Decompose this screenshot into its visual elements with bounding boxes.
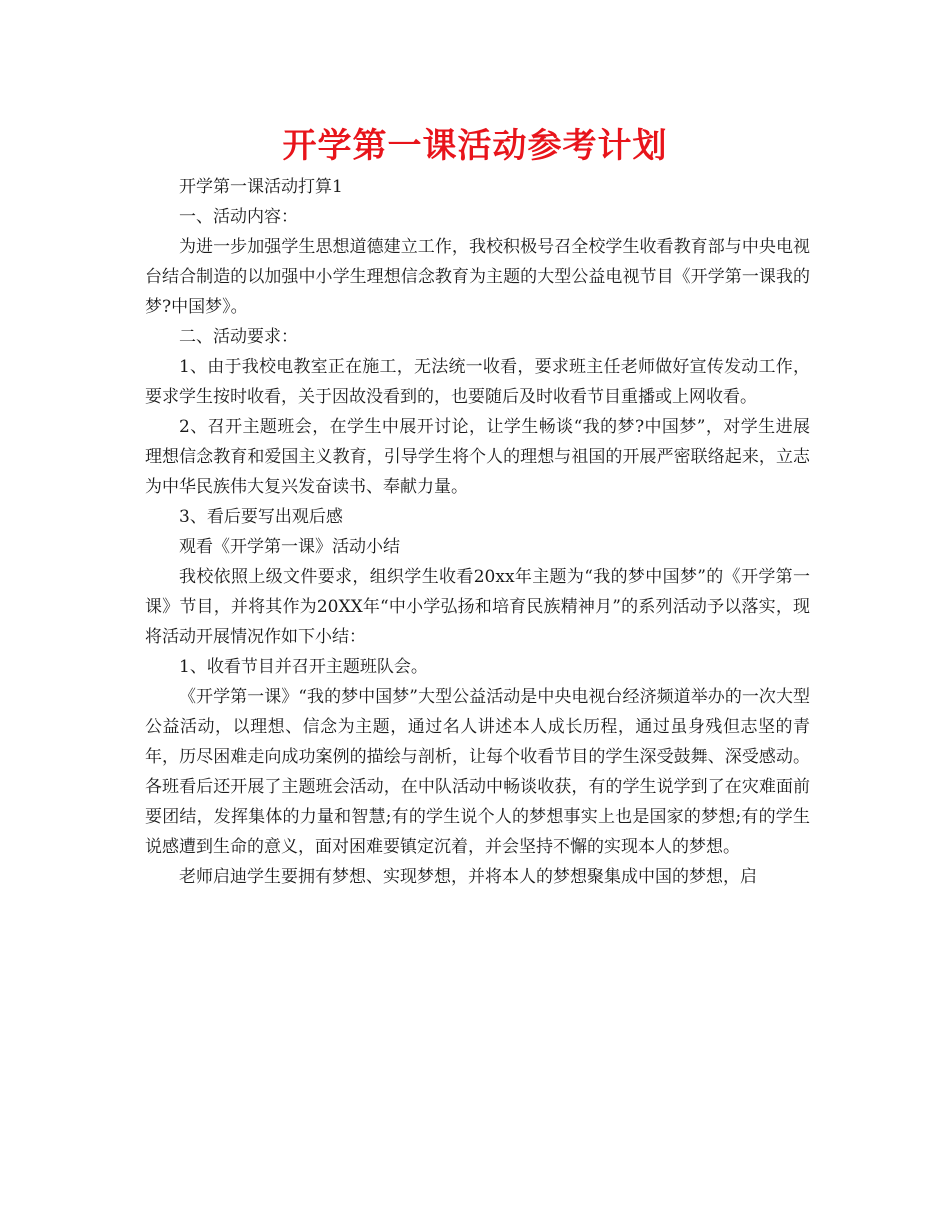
paragraph-summary-heading: 观看《开学第一课》活动小结 [179, 537, 400, 557]
paragraph-section-content-heading: 一、活动内容： [179, 207, 298, 227]
paragraph-requirement-2: 2、召开主题班会，在学生中展开讨论，让学生畅谈“我的梦?中国梦”，对学生进展理想信念教育和爱国主义教育，引导学生将个人的理想与祖国的开展严密联络起来，立志为中华民族伟大复兴发奋读书、奉献力量。 [145, 417, 810, 497]
paragraph-content-body: 为进一步加强学生思想道德建立工作，我校积极号召全校学生收看教育部与中央电视台结合制造的以加强中小学生理想信念教育为主题的大型公益电视节目《开学第一课我的梦?中国梦》。 [145, 237, 810, 317]
paragraph-requirement-1: 1、由于我校电教室正在施工，无法统一收看，要求班主任老师做好宣传发动工作，要求学生按时收看，关于因故没看到的，也要随后及时收看节目重播或上网收看。 [145, 357, 810, 407]
paragraph-summary-item-1-body: 《开学第一课》“我的梦中国梦”大型公益活动是中央电视台经济频道举办的一次大型公益活动，以理想、信念为主题，通过名人讲述本人成长历程，通过虽身残但志坚的青年，历尽困难走向成功案例的描绘与剖析，让每个收看节目的学生深受鼓舞、深受感动。各班看后还开展了主题班会活动，在中队活动中畅谈收获，有的学生说学到了在灾难面前要团结，发挥集体的力量和智慧;有的学生说个人的梦想事实上也是国家的梦想;有的学生说感遭到生命的意义，面对困难要镇定沉着，并会坚持不懈的实现本人的梦想。 [145, 687, 810, 857]
paragraph-section-requirements-heading: 二、活动要求： [179, 327, 298, 347]
paragraph-requirement-3: 3、看后要写出观后感 [179, 507, 343, 527]
document-body [145, 172, 810, 892]
paragraph-summary-intro: 我校依照上级文件要求，组织学生收看20xx年主题为“我的梦中国梦”的《开学第一课》节目，并将其作为20XX年“中小学弘扬和培育民族精神月”的系列活动予以落实，现将活动开展情况作如下小结： [145, 567, 810, 647]
paragraph-plan-heading: 开学第一课活动打算1 [179, 177, 343, 197]
document-title: 开学第一课活动参考计划 [282, 126, 668, 166]
paragraph-teacher-guidance: 老师启迪学生要拥有梦想、实现梦想，并将本人的梦想聚集成中国的梦想，启 [179, 867, 757, 887]
paragraph-summary-item-1: 1、收看节目并召开主题班队会。 [179, 657, 428, 677]
